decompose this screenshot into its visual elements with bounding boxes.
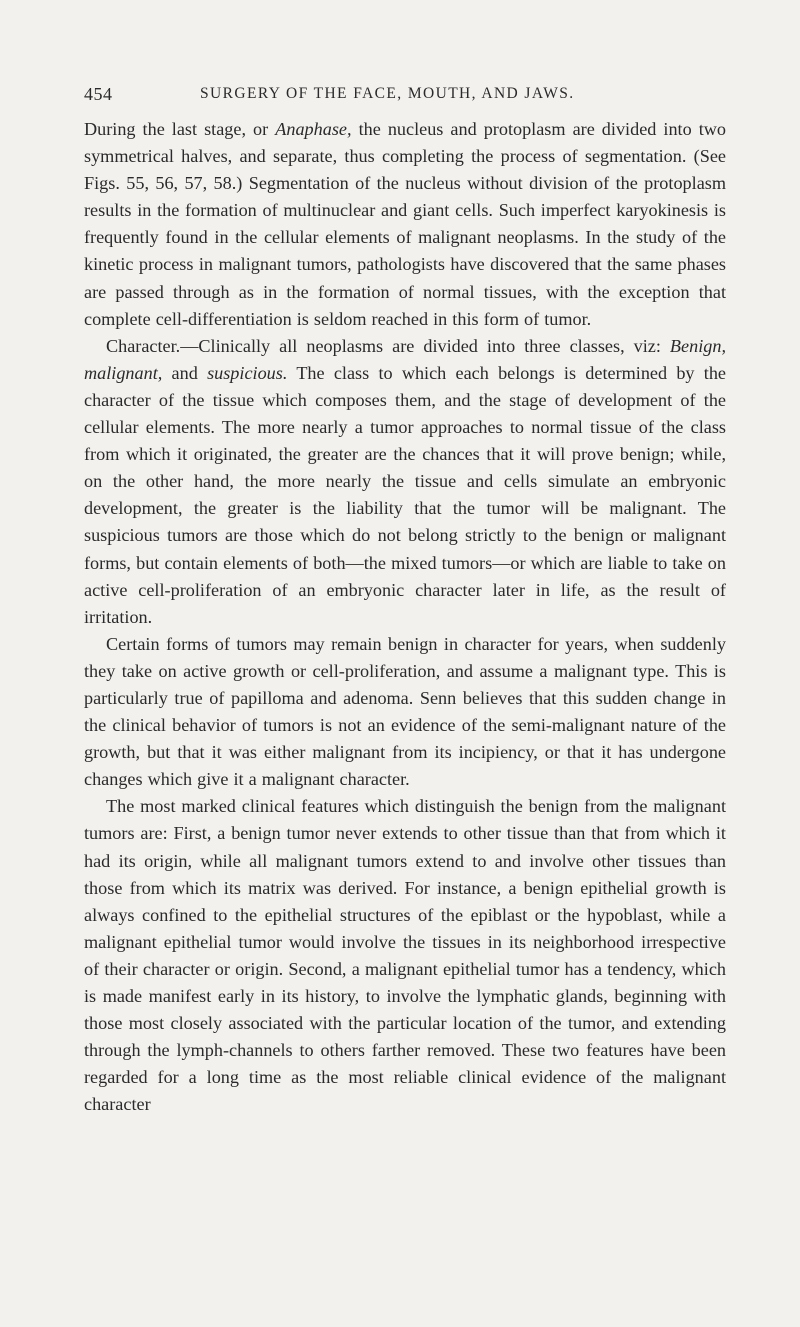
- italic-text: Benign, malignant,: [84, 335, 726, 383]
- text-run: the nucleus and protoplasm are divided into two symmetrical halves, and separate, thus completing the process of segmentation. (See Figs. 55, 56, 57, 58.) Segmentation of the nucleus without division of the protoplasm results in the formation of multinuclear and giant cells. Such imperfect karyokinesis is frequently found in the cellular elements of malignant neoplasms. In the study of the kinetic process in malignant tumors, pathologists have discovered that the same phases are passed through as in the formation of normal tissues, with the exception that complete cell-differentiation is seldom reached in this form of tumor.: [84, 119, 727, 329]
- paragraph: [84, 631, 726, 794]
- text-run: The most marked clinical features which distinguish the benign from the malignant tumors are: First, a benign tumor never extends to other tissue than that from which it had its origin, while all malignant tumors extend to and involve other tissues than those from which its matrix was derived. For instance, a benign epithelial growth is always confined to the epithelial structures of the epiblast or the hypoblast, while a malignant epithelial tumor would involve the tissues in its neighborhood irrespective of their character or origin. Second, a malignant epithelial tumor has a tendency, which is made manifest early in its history, to involve the lymphatic glands, beginning with those most closely associated with the particular location of the tumor, and extending through the lymph-channels to others farther removed. These two features have been regarded for a long time as the most reliable clinical evidence of the malignant character: [84, 796, 726, 1115]
- paragraph: [84, 333, 726, 631]
- paragraph: [84, 793, 726, 1118]
- running-header: [84, 84, 726, 108]
- paragraph: [84, 116, 726, 333]
- italic-text: suspicious.: [207, 362, 288, 383]
- text-run: During the last stage, or: [84, 119, 276, 139]
- text-run: and: [162, 362, 208, 383]
- text-run: The class to which each belongs is determined by the character of the tissue which composes them, and the stage of development of the cellular elements. The more nearly a tumor approaches to normal tissue of the class from which it originated, the greater are the chances that it will prove benign; while, on the other hand, the more nearly the tissue and cells simulate an embryonic development, the greater is the liability that the tumor will be malignant. The suspicious tumors are those which do not belong strictly to the benign or malignant forms, but contain elements of both—the mixed tumors—or which are liable to take on active cell-proliferation of an embryonic character later in life, as the result of irritation.: [84, 362, 726, 627]
- body-text: [84, 116, 726, 1118]
- running-title: SURGERY OF THE FACE, MOUTH, AND JAWS.: [200, 85, 575, 102]
- italic-text: Anaphase,: [275, 119, 352, 139]
- page-number: 454: [84, 84, 113, 104]
- text-run: Certain forms of tumors may remain benign in character for years, when suddenly they take on active growth or cell-proliferation, and assume a malignant type. This is particularly true of papilloma and adenoma. Senn believes that this sudden change in the clinical behavior of tumors is not an evidence of the semi-malignant nature of the growth, but that it was either malignant from its incipiency, or that it has undergone changes which give it a malignant character.: [84, 633, 726, 790]
- text-run: —Clinically all neoplasms are divided into three classes, viz:: [180, 335, 670, 356]
- section-lead: Character.: [106, 335, 181, 356]
